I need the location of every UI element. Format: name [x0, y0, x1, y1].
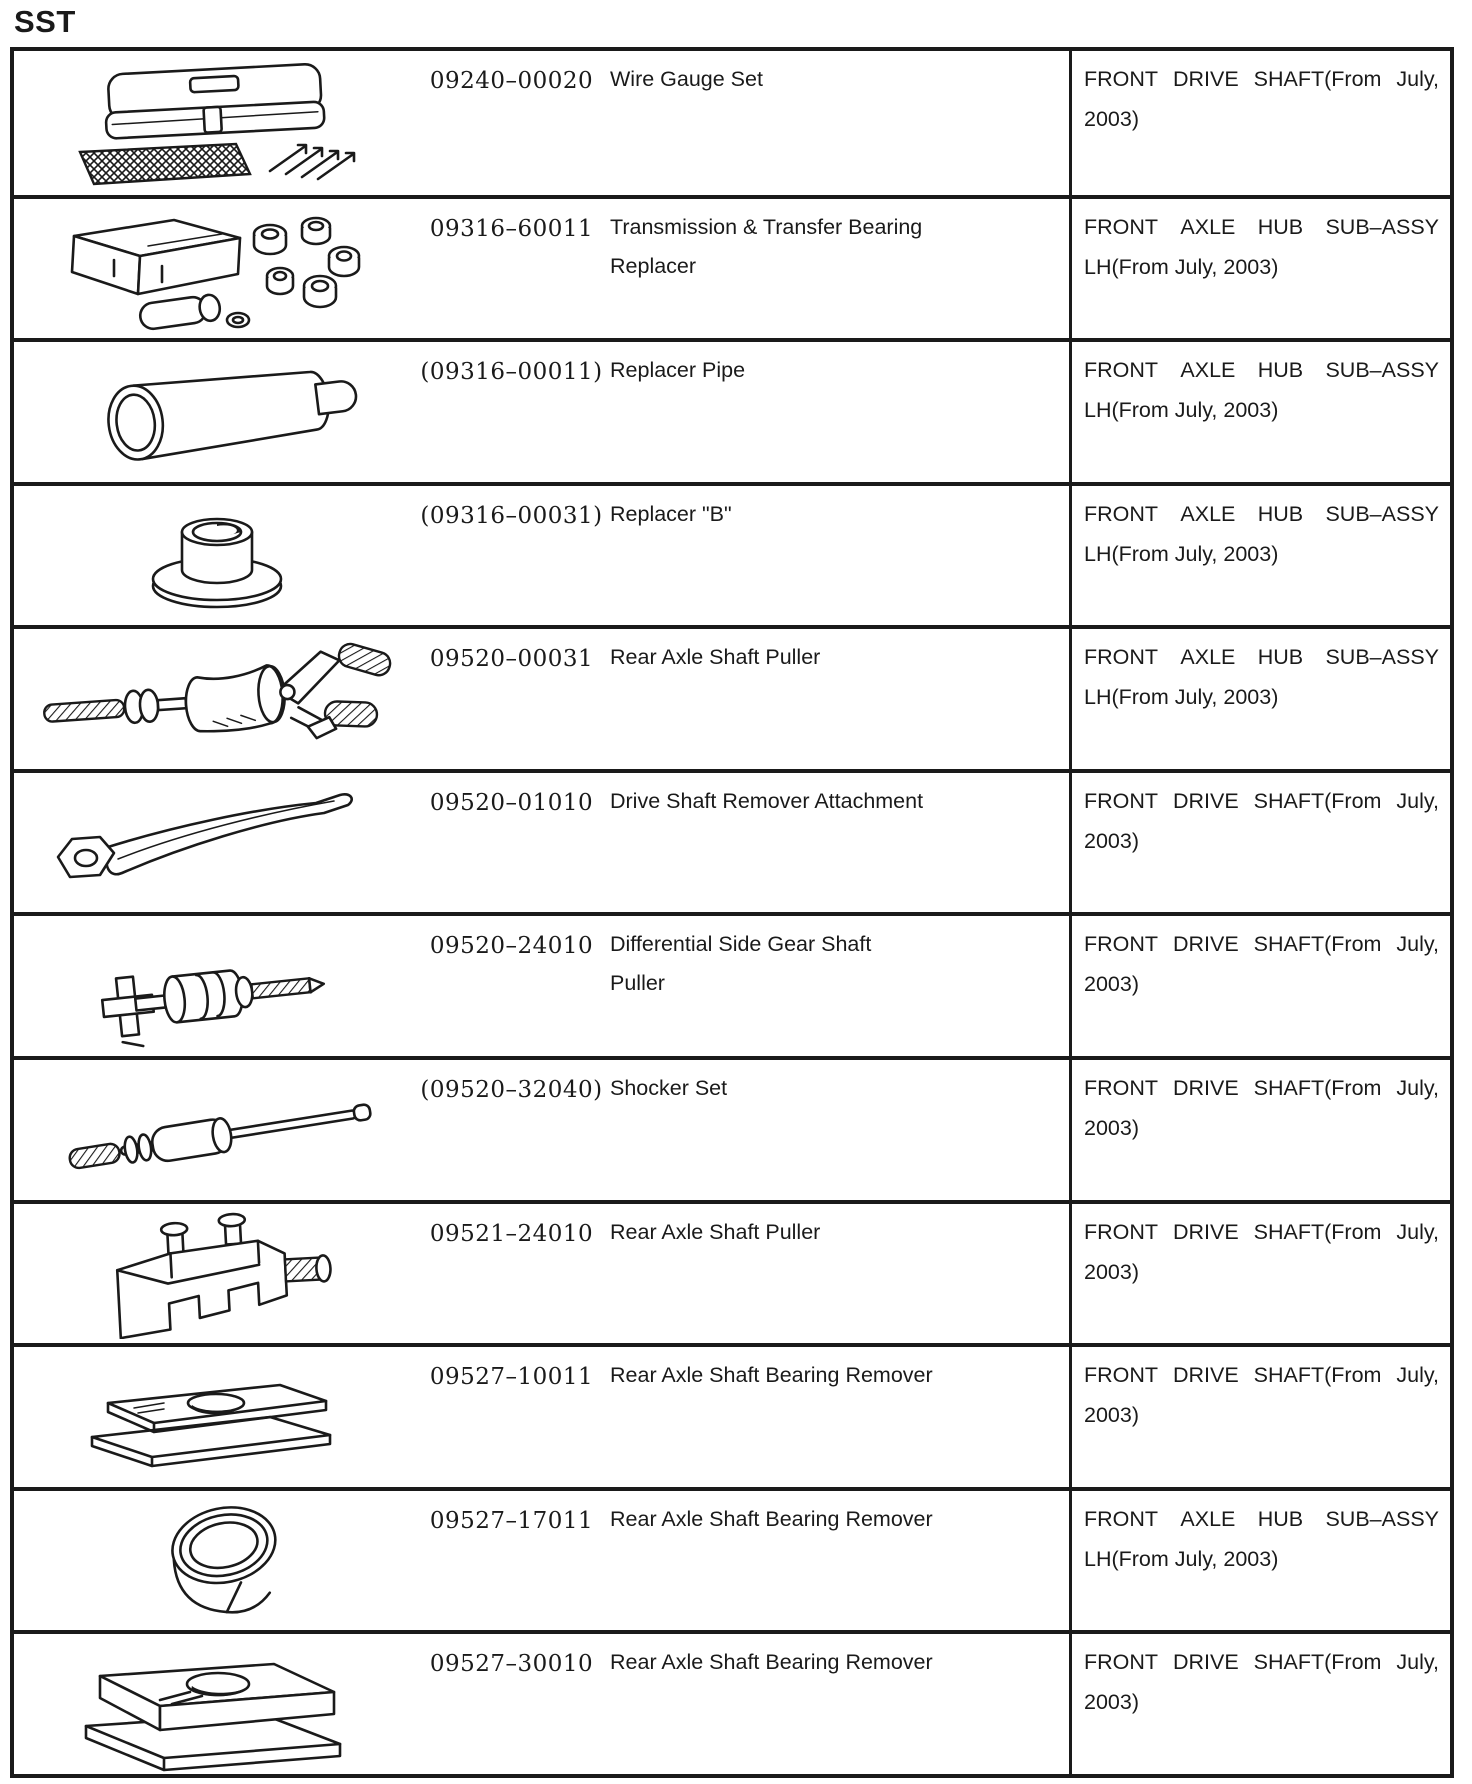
table-row: [14, 482, 1450, 626]
tool-name: Differential Side Gear Shaft Puller: [610, 932, 872, 996]
tool-name: Rear Axle Shaft Bearing Remover: [610, 1506, 933, 1531]
application-cell: FRONT AXLE HUB SUB–ASSY LH(From July, 2003): [1069, 199, 1450, 339]
tool-name: Replacer "B": [610, 501, 732, 526]
part-number: 09520–24010: [429, 933, 594, 960]
part-number: 09240–00020: [429, 68, 594, 94]
table-row: [14, 625, 1450, 769]
replacer-b-illustration: [14, 486, 419, 626]
page-title: SST: [14, 4, 76, 39]
block-puller-illustration: [14, 1204, 419, 1344]
table-row: [14, 338, 1450, 482]
table-row: [14, 912, 1450, 1056]
tool-name: Drive Shaft Remover Attachment: [610, 788, 924, 813]
part-number: 09520–00031: [429, 646, 594, 673]
tool-name: Rear Axle Shaft Puller: [610, 645, 821, 670]
table-row: [14, 1343, 1450, 1487]
bearing-remover-ring-illustration: [14, 1491, 419, 1631]
application-cell: FRONT AXLE HUB SUB–ASSY LH(From July, 2003): [1069, 1491, 1450, 1631]
application-cell: FRONT DRIVE SHAFT(From July, 2003): [1069, 1204, 1450, 1344]
tool-name: Shocker Set: [610, 1076, 728, 1101]
part-number: 09527–17011: [429, 1507, 594, 1534]
table-row: [14, 1487, 1450, 1631]
part-number: 09527–30010: [429, 1651, 594, 1678]
application-cell: FRONT AXLE HUB SUB–ASSY LH(From July, 2003): [1069, 342, 1450, 482]
tool-name: Wire Gauge Set: [610, 67, 763, 91]
part-number: 09521–24010: [429, 1220, 594, 1247]
tool-name: Transmission & Transfer Bearing Replacer: [610, 214, 923, 278]
tool-name: Replacer Pipe: [610, 358, 746, 383]
tool-name: Rear Axle Shaft Bearing Remover: [610, 1650, 933, 1675]
wire-gauge-set-illustration: [14, 51, 419, 195]
part-number: (09316–00011): [420, 359, 603, 386]
application-cell: FRONT AXLE HUB SUB–ASSY LH(From July, 2003): [1069, 486, 1450, 626]
part-number: 09527–10011: [429, 1364, 594, 1391]
replacer-pipe-illustration: [14, 342, 419, 482]
table-row: [14, 51, 1450, 195]
application-cell: FRONT DRIVE SHAFT(From July, 2003): [1069, 916, 1450, 1056]
table-row: [14, 1630, 1450, 1774]
part-number: 09316–60011: [429, 215, 594, 242]
table-row: [14, 1056, 1450, 1200]
bearing-replacer-kit-illustration: [14, 199, 419, 339]
part-number: (09316–00031): [420, 502, 603, 529]
bearing-remover-block-illustration: [14, 1634, 419, 1774]
table-row: [14, 1200, 1450, 1344]
tool-name: Rear Axle Shaft Puller: [610, 1219, 821, 1244]
application-cell: FRONT AXLE HUB SUB–ASSY LH(From July, 2003): [1069, 629, 1450, 769]
application-cell: FRONT DRIVE SHAFT(From July, 2003): [1069, 1060, 1450, 1200]
table-row: [14, 769, 1450, 913]
shocker-set-illustration: [14, 1060, 419, 1200]
slide-hammer-puller-illustration: [14, 629, 419, 769]
application-cell: FRONT DRIVE SHAFT(From July, 2003): [1069, 51, 1450, 195]
side-gear-shaft-puller-illustration: [14, 916, 419, 1056]
tool-name: Rear Axle Shaft Bearing Remover: [610, 1363, 933, 1388]
part-number: 09520–01010: [429, 789, 594, 816]
table-row: [14, 195, 1450, 339]
remover-attachment-bar-illustration: [14, 773, 419, 913]
bearing-remover-plates-illustration: [14, 1347, 419, 1487]
application-cell: FRONT DRIVE SHAFT(From July, 2003): [1069, 1634, 1450, 1774]
application-cell: FRONT DRIVE SHAFT(From July, 2003): [1069, 1347, 1450, 1487]
sst-table: [10, 47, 1454, 1778]
application-cell: FRONT DRIVE SHAFT(From July, 2003): [1069, 773, 1450, 913]
part-number: (09520–32040): [420, 1077, 603, 1104]
